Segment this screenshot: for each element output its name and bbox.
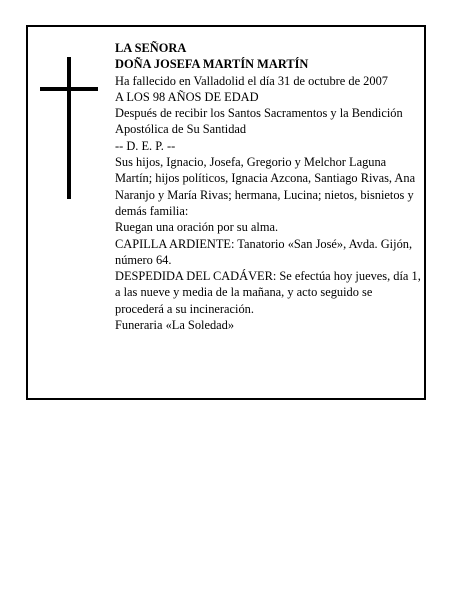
- death-statement: Ha fallecido en Valladolid el día 31 de octubre de 2007: [115, 73, 388, 88]
- chapel-info: CAPILLA ARDIENTE: Tanatorio «San José», Avda. Gijón, número 64.: [115, 236, 413, 267]
- notice-text: [115, 40, 421, 333]
- deceased-name: DOÑA JOSEFA MARTÍN MARTÍN: [115, 57, 309, 72]
- sacraments-statement: Después de recibir los Santos Sacramentos y la Bendición Apostólica de Su Santidad: [115, 106, 403, 137]
- cross-vertical-bar: [67, 57, 71, 199]
- prayer-request: Ruegan una oración por su alma.: [115, 220, 279, 235]
- age-statement: A LOS 98 AÑOS DE EDAD: [115, 89, 259, 104]
- heading-title: LA SEÑORA: [115, 41, 187, 55]
- obituary-notice: [26, 25, 426, 400]
- cross-horizontal-bar: [40, 87, 98, 91]
- funeral-home: Funeraria «La Soledad»: [115, 318, 235, 333]
- farewell-info: DESPEDIDA DEL CADÁVER: Se efectúa hoy jueves, día 1, a las nueve y media de la mañana, y acto seguido se procederá a su incineración.: [115, 269, 421, 316]
- rip-line: -- D. E. P. --: [115, 138, 176, 153]
- family-list: Sus hijos, Ignacio, Josefa, Gregorio y Melchor Laguna Martín; hijos políticos, Ignacia Azcona, Santiago Rivas, Ana Naranjo y María Rivas; hermana, Lucina; nietos, bisnietos y demás familia:: [115, 155, 416, 218]
